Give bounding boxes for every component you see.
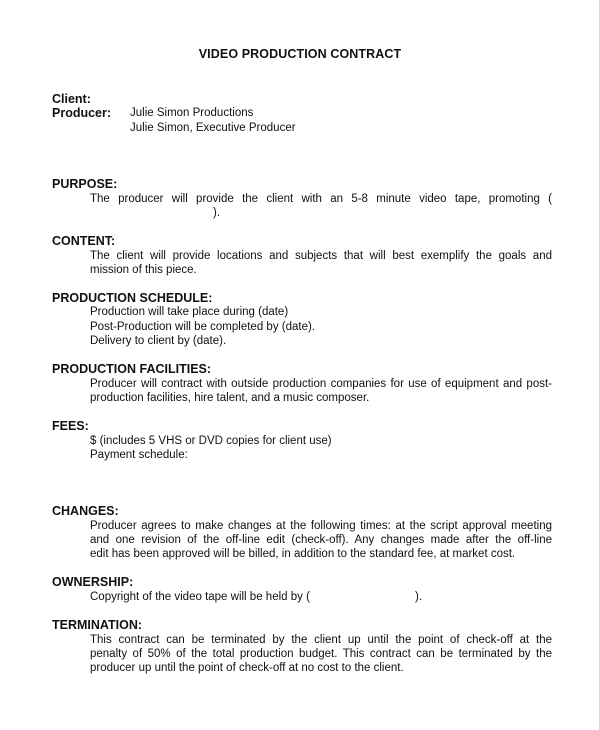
ownership-heading: OWNERSHIP:	[52, 575, 134, 589]
termination-line-3: producer up until the point of check-off at no cost to the client.	[90, 662, 404, 674]
purpose-line-1: The producer will provide the client with an 5-8 minute video tape, promoting (	[90, 193, 552, 205]
fees-line-2: Payment schedule:	[90, 449, 188, 461]
document-title: VIDEO PRODUCTION CONTRACT	[198, 47, 402, 61]
ownership-line-end: ).	[415, 591, 423, 603]
termination-heading: TERMINATION:	[52, 618, 143, 632]
content-line-1: The client will provide locations and subjects that will best exemplify the goals and	[90, 250, 552, 262]
termination-line-2: penalty of 50% of the total production budget. This contract can be terminated by the	[90, 648, 552, 660]
purpose-heading: PURPOSE:	[52, 177, 118, 191]
content-line-2: mission of this piece.	[90, 264, 197, 276]
changes-line-1: Producer agrees to make changes at the following times: at the script approval meeting	[90, 520, 552, 532]
producer-line-1: Julie Simon Productions	[130, 107, 254, 119]
fees-line-1: $ (includes 5 VHS or DVD copies for client use)	[90, 435, 332, 447]
purpose-line-2: ).	[213, 207, 221, 219]
schedule-line-2: Post-Production will be completed by (date).	[90, 321, 315, 333]
schedule-heading: PRODUCTION SCHEDULE:	[52, 291, 213, 305]
fees-heading: FEES:	[52, 419, 89, 433]
termination-line-1: This contract can be terminated by the client up until the point of check-off at the	[90, 634, 552, 646]
changes-line-2: and one revision of the off-line edit (check-off). Any changes made after the off-line	[90, 534, 552, 546]
changes-line-3: edit has been approved will be billed, in addition to the standard fee, at market cost.	[90, 548, 516, 560]
content-heading: CONTENT:	[52, 234, 116, 248]
changes-heading: CHANGES:	[52, 504, 119, 518]
facilities-line-1: Producer will contract with outside production companies for use of equipment and post-	[90, 378, 552, 390]
facilities-heading: PRODUCTION FACILITIES:	[52, 362, 212, 376]
ownership-line-start: Copyright of the video tape will be held by (	[90, 591, 310, 603]
producer-line-2: Julie Simon, Executive Producer	[130, 122, 296, 134]
client-label: Client:	[52, 92, 91, 106]
schedule-line-3: Delivery to client by (date).	[90, 335, 227, 347]
facilities-line-2: production facilities, hire talent, and a music composer.	[90, 392, 370, 404]
producer-label: Producer:	[52, 106, 112, 120]
schedule-line-1: Production will take place during (date)	[90, 306, 289, 318]
